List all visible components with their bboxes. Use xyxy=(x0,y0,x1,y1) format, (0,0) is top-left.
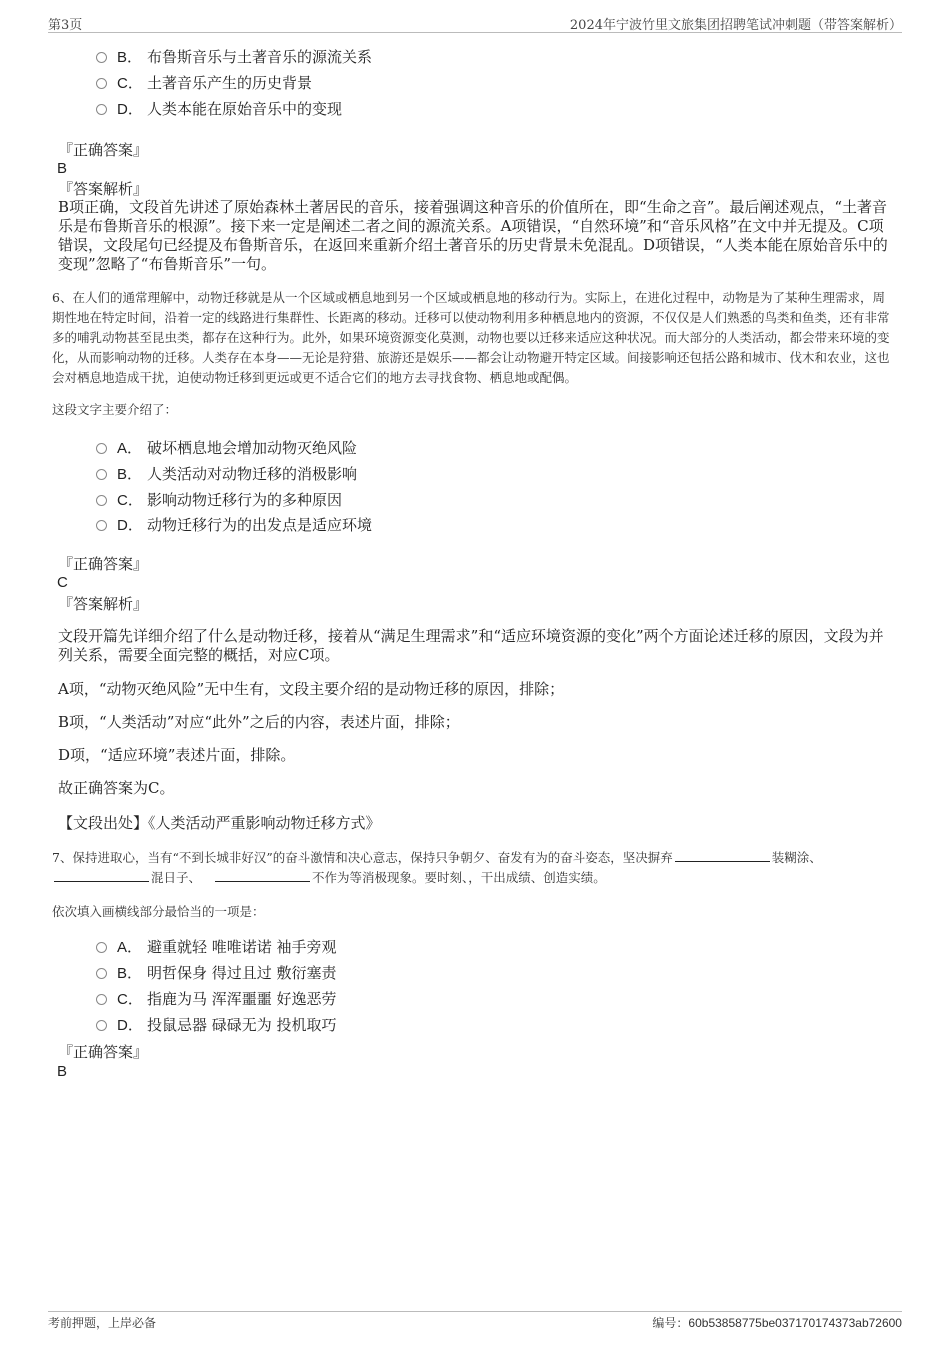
page-header xyxy=(48,12,902,32)
q6-answer: C xyxy=(57,574,68,591)
fill-blank[interactable] xyxy=(54,868,149,882)
option-q5-d[interactable]: D． 人类本能在原始音乐中的变现 xyxy=(96,98,342,121)
radio-icon[interactable] xyxy=(96,520,107,531)
radio-icon[interactable] xyxy=(96,469,107,480)
correct-answer-label: 『正确答案』 xyxy=(58,1043,149,1061)
q5-answer: B xyxy=(57,160,68,177)
option-q7-b[interactable]: B． 明哲保身 得过且过 敷衍塞责 xyxy=(96,962,337,985)
q6-analysis-paragraph: 文段开篇先详细介绍了什么是动物迁移，接着从“满足生理需求”和“适应环境资源的变化”两个方面论述迁移的原因，文段为并列关系，需要全面完整的概括，对应C项。 xyxy=(58,627,884,664)
option-q6-d[interactable]: D． 动物迁移行为的出发点是适应环境 xyxy=(96,514,372,537)
q6-analysis-paragraph: A项，“动物灭绝风险”无中生有，文段主要介绍的是动物迁移的原因，排除； xyxy=(58,680,565,698)
header-divider xyxy=(48,32,902,33)
radio-icon[interactable] xyxy=(96,942,107,953)
option-q7-c[interactable]: C． 指鹿为马 浑浑噩噩 好逸恶劳 xyxy=(96,988,337,1011)
analysis-label: 『答案解析』 xyxy=(58,595,149,613)
q7-answer: B xyxy=(57,1063,68,1080)
option-q6-c[interactable]: C． 影响动物迁移行为的多种原因 xyxy=(96,489,342,512)
correct-answer-label: 『正确答案』 xyxy=(58,141,149,159)
option-q7-a[interactable]: A． 避重就轻 唯唯诺诺 袖手旁观 xyxy=(96,936,337,959)
fill-blank[interactable] xyxy=(675,848,770,862)
q7-prompt: 依次填入画横线部分最恰当的一项是： xyxy=(52,904,265,919)
option-q7-d[interactable]: D． 投鼠忌器 碌碌无为 投机取巧 xyxy=(96,1014,337,1037)
radio-icon[interactable] xyxy=(96,52,107,63)
q7-stem: 7、保持进取心，当有“不到长城非好汉”的奋斗激情和决心意志，保持只争朝夕、奋发有为的奋斗姿态，坚决摒弃 装糊涂、 混日子、 不作为等消极现象。要时刻、，干出成绩、创造实绩。 xyxy=(52,850,822,885)
q5-analysis: B项正确，文段首先讲述了原始森林土著居民的音乐，接着强调这种音乐的价值所在，即“生命之音”。最后阐述观点，“土著音乐是布鲁斯音乐的根源”。接下来一定是阐述二者之间的源流关系。A项错误，“自然环境”和“音乐风格”在文中并无提及。C项错误，文段尾句已经提及布鲁斯音乐，在返回来重新介绍土著音乐的历史背景未免混乱。D项错误，“人类本能在原始音乐中的变现”忽略了“布鲁斯音乐”一句。 xyxy=(58,198,888,273)
page-number: 第3页 xyxy=(48,18,83,33)
option-q5-b[interactable]: B． 布鲁斯音乐与土著音乐的源流关系 xyxy=(96,46,372,69)
document-code: 编号：60b53858775be037170174373ab72600 xyxy=(652,1316,902,1330)
q6-source: 【文段出处】《人类活动严重影响动物迁移方式》 xyxy=(58,814,381,832)
option-q6-a[interactable]: A． 破坏栖息地会增加动物灭绝风险 xyxy=(96,437,357,460)
radio-icon[interactable] xyxy=(96,443,107,454)
radio-icon[interactable] xyxy=(96,104,107,115)
footer-divider xyxy=(48,1311,902,1312)
document-title: 2024年宁波竹里文旅集团招聘笔试冲刺题（带答案解析） xyxy=(569,18,902,33)
q6-analysis-paragraph: D项，“适应环境”表述片面，排除。 xyxy=(58,746,296,764)
page-footer xyxy=(48,1314,902,1334)
option-q5-c[interactable]: C． 土著音乐产生的历史背景 xyxy=(96,72,312,95)
q6-analysis-paragraph: B项，“人类活动”对应“此外”之后的内容，表述片面，排除； xyxy=(58,713,460,731)
radio-icon[interactable] xyxy=(96,78,107,89)
option-q6-b[interactable]: B． 人类活动对动物迁移的消极影响 xyxy=(96,463,357,486)
radio-icon[interactable] xyxy=(96,968,107,979)
q6-prompt: 这段文字主要介绍了： xyxy=(52,402,178,417)
radio-icon[interactable] xyxy=(96,1020,107,1031)
analysis-label: 『答案解析』 xyxy=(58,180,149,198)
footer-slogan: 考前押题，上岸必备 xyxy=(48,1316,157,1330)
radio-icon[interactable] xyxy=(96,495,107,506)
radio-icon[interactable] xyxy=(96,994,107,1005)
fill-blank[interactable] xyxy=(215,868,310,882)
correct-answer-label: 『正确答案』 xyxy=(58,555,149,573)
q6-stem: 6、在人们的通常理解中，动物迁移就是从一个区域或栖息地到另一个区域或栖息地的移动行为。实际上，在进化过程中，动物是为了某种生理需求，周期性地在特定时间，沿着一定的线路进行集群性、长距离的移动。迁移可以使动物利用多种栖息地内的资源，不仅仅是人们熟悉的鸟类和鱼类，还有非常多的哺乳动物甚至昆虫类，都存在这种行为。此外，如果环境资源变化莫测，动物也要以迁移来适应这种状况。而大部分的人类活动，都会带来环境的变化，从而影响动物的迁移。人类存在本身——无论是狩猎、旅游还是娱乐——都会让动物避开特定区域。间接影响还包括公路和城市、伐木和农业，这也会对栖息地造成干扰，迫使动物迁移到更远或更不适合它们的地方去寻找食物、栖息地或配偶。 xyxy=(52,290,890,385)
q6-analysis-paragraph: 故正确答案为C。 xyxy=(58,779,175,797)
